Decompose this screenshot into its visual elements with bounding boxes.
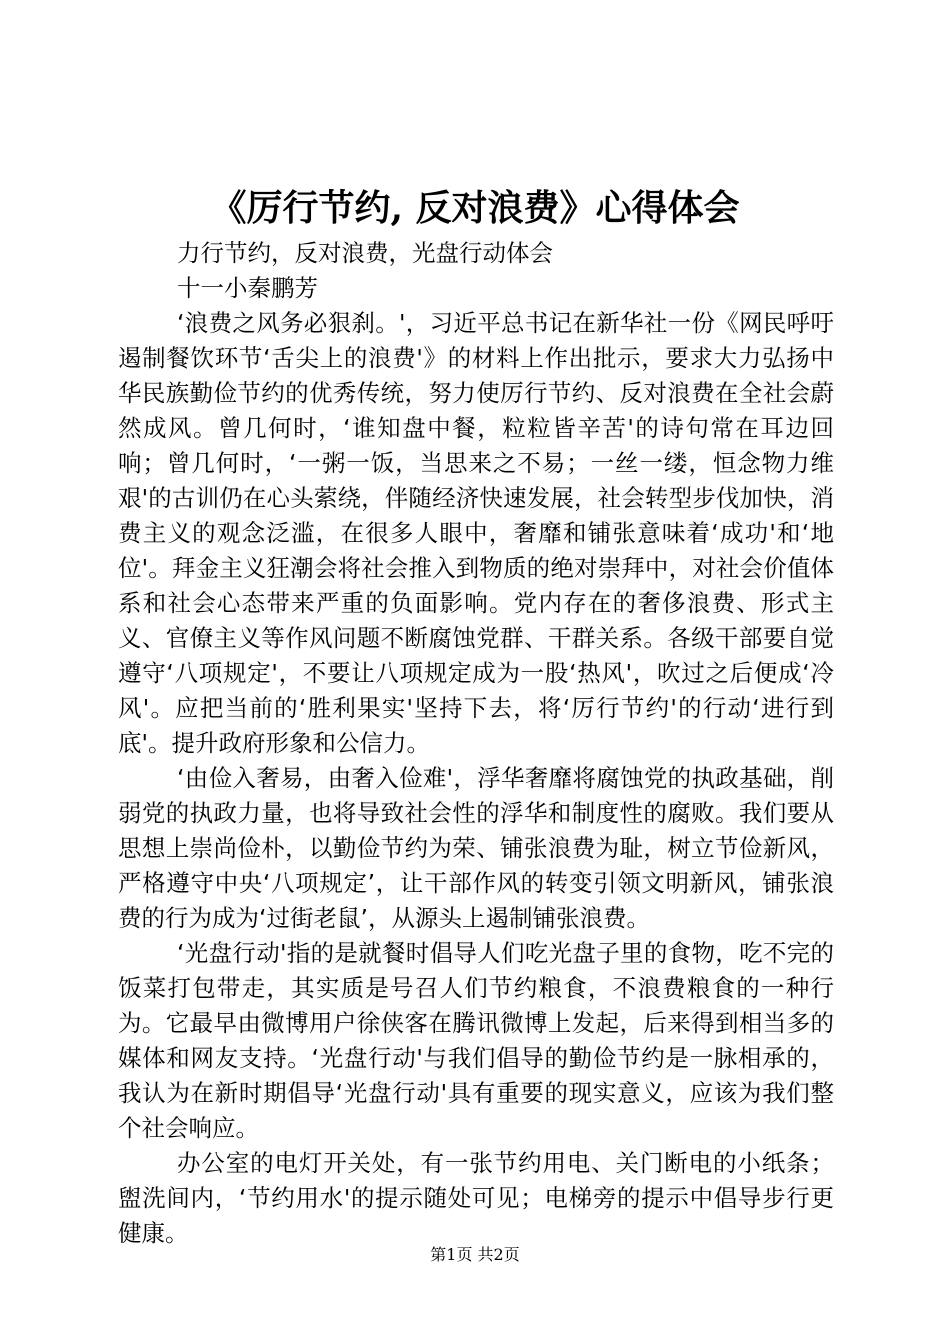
paragraph-4: 办公室的电灯开关处，有一张节约用电、关门断电的小纸条；盥洗间内，‘节约用水'的提示随处可见；电梯旁的提示中倡导步行更健康。 xyxy=(118,1149,834,1247)
author-line: 十一小秦鹏芳 xyxy=(177,274,318,302)
document-title: 《厉行节约, 反对浪费》心得体会 xyxy=(210,187,740,229)
paragraph-2: ‘由俭入奢易，由奢入俭难'，浮华奢靡将腐蚀党的执政基础，削弱党的执政力量，也将导致社会性的浮华和制度性的腐败。我们要从思想上崇尚俭朴，以勤俭节约为荣、铺张浪费为耻，树立节俭新风，严格遵守中央‘八项规定’，让干部作风的转变引领文明新风，铺张浪费的行为成为‘过街老鼠’，从源头上遏制铺张浪费。 xyxy=(118,764,834,932)
page-footer: 第1页 共2页 xyxy=(430,1245,520,1264)
paragraph-3: ‘光盘行动'指的是就餐时倡导人们吃光盘子里的食物，吃不完的饭菜打包带走，其实质是号召人们节约粮食，不浪费粮食的一种行为。它最早由微博用户徐侠客在腾讯微博上发起，后来得到相当多的媒体和网友支持。‘光盘行动'与我们倡导的勤俭节约是一脉相承的，我认为在新时期倡导‘光盘行动'具有重要的现实意义，应该为我们整个社会响应。 xyxy=(118,939,834,1142)
paragraph-1: ‘浪费之风务必狠刹。'，习近平总书记在新华社一份《网民呼吁遏制餐饮环节‘舌尖上的浪费'》的材料上作出批示，要求大力弘扬中华民族勤俭节约的优秀传统，努力使厉行节约、反对浪费在全社会蔚然成风。曾几何时，‘谁知盘中餐，粒粒皆辛苦'的诗句常在耳边回响；曾几何时，‘一粥一饭，当思来之不易；一丝一缕，恒念物力维艰'的古训仍在心头萦绕，伴随经济快速发展，社会转型步伐加快，消费主义的观念泛滥，在很多人眼中，奢靡和铺张意味着‘成功'和‘地位'。拜金主义狂潮会将社会推入到物质的绝对崇拜中，对社会价值体系和社会心态带来严重的负面影响。党内存在的奢侈浪费、形式主义、官僚主义等作风问题不断腐蚀党群、干群关系。各级干部要自觉遵守‘八项规定'，不要让八项规定成为一股‘热风'，吹过之后便成‘冷风'。应把当前的‘胜利果实'坚持下去，将‘厉行节约'的行动‘进行到底'。提升政府形象和公信力。 xyxy=(118,309,834,757)
document-body xyxy=(118,236,834,1251)
subtitle-line: 力行节约，反对浪费，光盘行动体会 xyxy=(177,239,553,267)
